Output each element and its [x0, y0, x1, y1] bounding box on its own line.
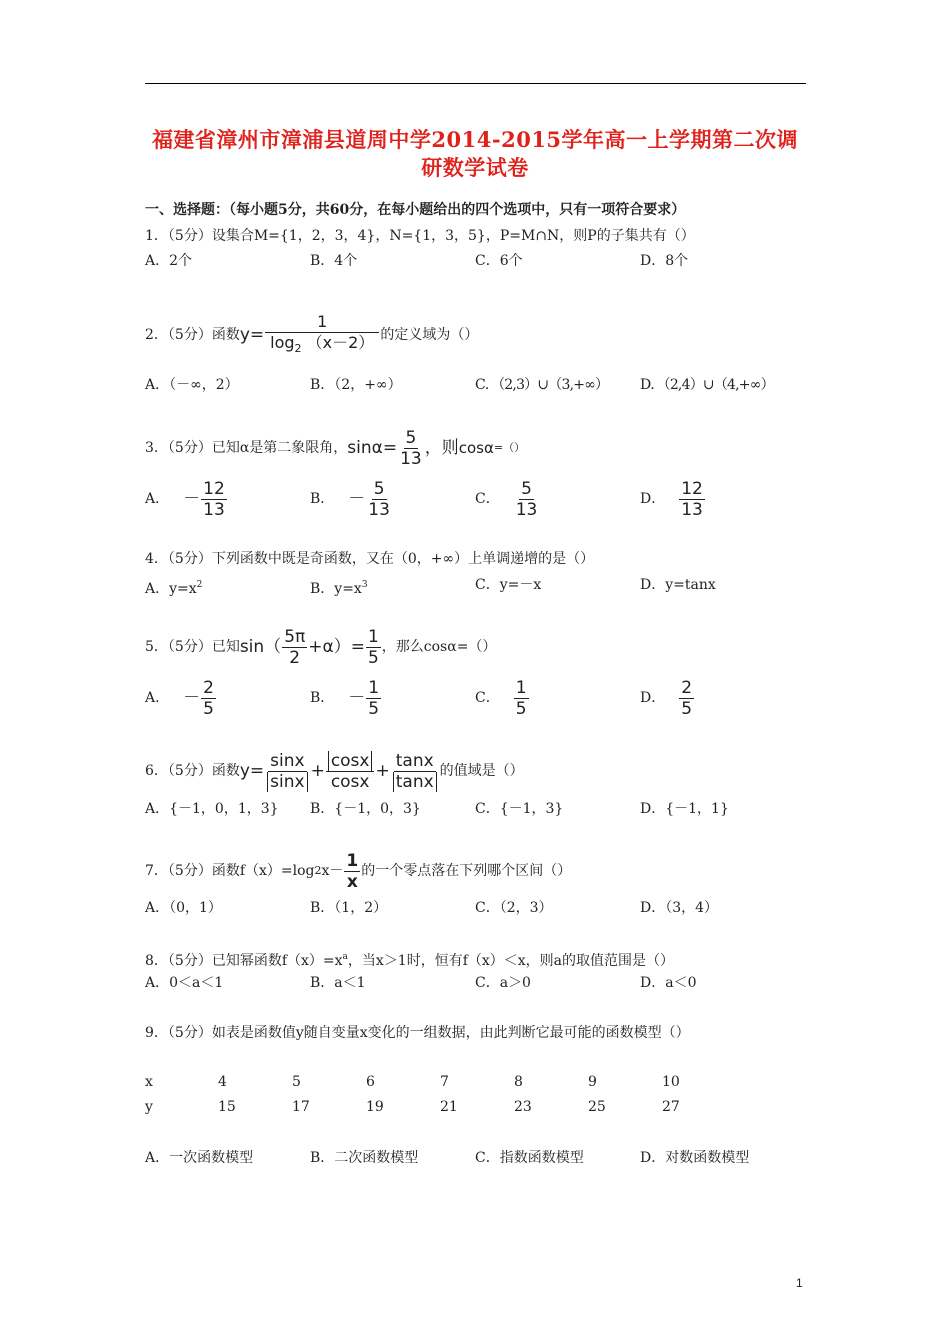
question-5-plus: +α）=	[308, 637, 365, 657]
question-7-option-d: D．（3，4）	[640, 900, 719, 916]
question-3-option-a-den: 13	[203, 499, 225, 520]
question-6-fraction-sin	[265, 751, 309, 792]
question-3-prefix: 3．（5分）已知α是第二象限角，	[145, 440, 348, 456]
question-3-option-b-label: B．	[310, 491, 335, 507]
question-5-option-d	[640, 675, 695, 721]
section-heading: 一、选择题：（每小题5分，共60分，在每小题给出的四个选项中，只有一项符合要求）	[145, 202, 686, 218]
question-2-stem	[145, 310, 478, 360]
question-3-option-c-den: 13	[515, 499, 538, 520]
question-1-option-a: A．2个	[145, 253, 193, 269]
question-1-option-c: C．6个	[475, 253, 523, 269]
question-7-log-base: 2	[314, 864, 322, 877]
table-y-label: y	[145, 1099, 153, 1115]
question-2-option-d: D．（2,4）∪（4,+∞）	[640, 377, 774, 393]
question-6-suffix: 的值域是（）	[439, 763, 524, 779]
question-6-plus-2: +	[375, 761, 390, 781]
question-3-option-d-label: D．	[640, 491, 666, 507]
document-title-line1: 福建省漳州市漳浦县道周中学2014-2015学年高一上学期第二次调	[151, 127, 799, 152]
question-6-cos-den: cosx	[330, 771, 370, 792]
question-6-sin-num: sinx	[270, 750, 305, 771]
question-5-option-d-fraction	[679, 678, 694, 719]
question-3-option-b-fraction	[366, 479, 392, 520]
question-5-value-num: 1	[367, 626, 379, 647]
question-5-sin: sin（	[239, 637, 282, 657]
header-rule	[145, 83, 806, 84]
question-4-option-a-exponent: 2	[196, 580, 203, 590]
question-4-option-b	[310, 576, 368, 598]
question-5-option-a-num: 2	[203, 677, 214, 698]
question-4-stem: 4．（5分）下列函数中既是奇函数，又在（0，+∞）上单调递增的是（）	[145, 551, 595, 567]
table-x-cell: 4	[218, 1074, 227, 1090]
document-title-line2: 研数学试卷	[421, 155, 529, 180]
question-6-fraction-cos	[326, 751, 375, 792]
question-6-cos-num: cosx	[328, 751, 373, 771]
question-3-option-c-label: C．	[475, 491, 500, 507]
question-5-option-a-sign: －	[183, 688, 201, 708]
question-5-option-c-den: 5	[515, 698, 527, 719]
question-2-log-base: 2	[294, 341, 302, 355]
question-5-suffix: ，那么cosα=（）	[381, 639, 497, 655]
question-2-log: log	[270, 332, 295, 352]
question-7-option-b: B．（1，2）	[310, 900, 388, 916]
question-3-suffix: =（）	[493, 441, 526, 454]
question-4-option-a	[145, 576, 202, 598]
table-y-cell: 17	[292, 1099, 310, 1115]
question-5-angle-den: 2	[289, 647, 301, 668]
question-5-option-c-num: 1	[515, 677, 527, 698]
question-5-prefix: 5．（5分）已知	[145, 639, 240, 655]
question-3-numerator: 5	[405, 427, 417, 448]
question-8-option-d: D．a＜0	[640, 975, 697, 991]
question-8-option-c: C．a＞0	[475, 975, 531, 991]
question-5-option-c	[475, 675, 530, 721]
question-2-y: y=	[239, 325, 265, 345]
question-6-option-b: B．{－1，0，3}	[310, 801, 421, 817]
question-5-option-d-label: D．	[640, 690, 666, 706]
table-x-cell: 7	[440, 1074, 449, 1090]
question-8-stem	[145, 948, 674, 970]
question-2-option-c: C．（2,3）∪（3,+∞）	[475, 377, 609, 393]
question-7-option-a: A．（0，1）	[145, 900, 222, 916]
question-5-option-a-den: 5	[203, 698, 214, 719]
question-7-num: 1	[346, 850, 359, 871]
question-8-stem-a: 8．（5分）已知幂函数f（x）=x	[145, 953, 343, 969]
question-5-option-b	[310, 675, 382, 721]
page-number: 1	[796, 1276, 803, 1290]
question-3-option-c-num: 5	[521, 478, 532, 499]
table-y-cell: 19	[366, 1099, 384, 1115]
question-5-angle-num: 5π	[284, 626, 306, 647]
question-2-numerator: 1	[265, 312, 379, 333]
question-4-option-b-exponent: 3	[361, 580, 368, 590]
question-5-option-c-fraction	[514, 678, 529, 719]
question-1-stem: 1．（5分）设集合M={1，2，3，4}，N={1，3，5}，P=M∩N，则P的子集共有（）	[145, 228, 695, 244]
question-9-stem: 9．（5分）如表是函数值y随自变量x变化的一组数据，由此判断它最可能的函数模型（）	[145, 1025, 690, 1041]
question-3-option-a-num: 12	[203, 478, 225, 499]
table-x-cell: 5	[292, 1074, 301, 1090]
question-3-option-c	[475, 476, 540, 522]
table-y-cell: 25	[588, 1099, 606, 1115]
question-8-option-a: A．0＜a＜1	[145, 975, 224, 991]
question-3-sin: sinα=	[347, 438, 398, 458]
table-y-cell: 21	[440, 1099, 458, 1115]
question-5-stem	[145, 624, 496, 670]
table-x-cell: 10	[662, 1074, 680, 1090]
question-2-suffix: 的定义域为（）	[380, 327, 479, 343]
question-7-prefix: 7．（5分）函数f（x）=log	[145, 863, 315, 879]
question-7-fraction	[344, 851, 360, 892]
question-6-sin-den: sinx	[267, 772, 307, 792]
question-3-option-b-sign: －	[348, 489, 366, 509]
question-3-option-b	[310, 476, 393, 522]
question-3-option-b-num: 5	[373, 478, 385, 499]
question-6-option-c: C．{－1，3}	[475, 801, 564, 817]
question-3-denominator: 13	[400, 448, 422, 469]
question-7-stem	[145, 848, 571, 894]
question-4-option-b-text: B．y=x	[310, 581, 362, 597]
question-3-option-a-fraction	[201, 479, 227, 520]
question-1-option-b: B．4个	[310, 253, 358, 269]
question-3-option-a-label: A．	[145, 491, 170, 507]
question-2-option-a: A．（－∞，2）	[145, 377, 239, 393]
question-5-option-d-num: 2	[681, 677, 693, 698]
question-1-option-d: D．8个	[640, 253, 689, 269]
table-x-cell: 6	[366, 1074, 375, 1090]
question-4-option-d: D．y=tanx	[640, 577, 716, 593]
table-x-label: x	[145, 1074, 153, 1090]
question-2-fraction	[265, 312, 379, 359]
table-x-cell: 8	[514, 1074, 523, 1090]
question-3-option-d	[640, 476, 706, 522]
question-6-option-d: D．{－1，1}	[640, 801, 729, 817]
question-6-prefix: 6．（5分）函数	[145, 763, 240, 779]
question-3-option-b-den: 13	[368, 499, 390, 520]
question-5-angle-fraction	[282, 627, 307, 668]
question-4-option-a-text: A．y=x	[145, 581, 197, 597]
question-9-option-c: C．指数函数模型	[475, 1150, 584, 1166]
question-5-option-c-label: C．	[475, 690, 500, 706]
question-9-option-b: B．二次函数模型	[310, 1150, 419, 1166]
question-5-option-a-fraction	[201, 678, 216, 719]
question-8-exponent: a	[342, 952, 348, 962]
question-2-denominator	[268, 333, 376, 359]
question-3-option-d-den: 13	[681, 499, 703, 520]
question-7-option-c: C．（2，3）	[475, 900, 553, 916]
question-5-option-d-den: 5	[681, 698, 693, 719]
question-4-option-c: C．y=－x	[475, 577, 542, 593]
question-2-arg: （x－2）	[306, 332, 375, 352]
question-3-option-d-num: 12	[681, 478, 703, 499]
question-5-value-den: 5	[367, 647, 379, 668]
table-y-cell: 15	[218, 1099, 236, 1115]
question-3-option-c-fraction	[514, 479, 540, 520]
question-7-mid: x－	[321, 863, 344, 879]
question-5-option-b-label: B．	[310, 690, 335, 706]
question-6-stem	[145, 748, 524, 794]
question-3-option-a-sign: －	[183, 489, 201, 509]
question-5-option-a	[145, 675, 217, 721]
question-9-option-d: D．对数函数模型	[640, 1150, 750, 1166]
question-3-fraction	[398, 428, 424, 469]
question-5-option-a-label: A．	[145, 690, 170, 706]
question-8-option-b: B．a＜1	[310, 975, 366, 991]
question-2-option-b: B．（2，+∞）	[310, 377, 402, 393]
question-9-option-a: A．一次函数模型	[145, 1150, 254, 1166]
question-3-stem	[145, 425, 525, 471]
table-y-cell: 23	[514, 1099, 532, 1115]
question-5-value-fraction	[366, 627, 381, 668]
table-y-cell: 27	[662, 1099, 680, 1115]
question-3-option-d-fraction	[679, 479, 705, 520]
table-x-cell: 9	[588, 1074, 597, 1090]
question-7-den: x	[346, 871, 358, 892]
question-2-prefix: 2．（5分）函数	[145, 327, 240, 343]
question-5-option-b-den: 5	[368, 698, 380, 719]
question-6-y: y=	[239, 761, 265, 781]
question-3-cos: cosα	[458, 439, 494, 457]
question-3-then: ，则	[424, 438, 459, 458]
question-6-option-a: A．{－1，0，1，3}	[145, 801, 279, 817]
question-8-stem-b: ，当x＞1时，恒有f（x）＜x，则a的取值范围是（）	[347, 953, 675, 969]
question-6-plus-1: +	[310, 761, 325, 781]
question-5-option-b-num: 1	[368, 677, 380, 698]
question-5-option-b-sign: －	[348, 688, 366, 708]
question-6-fraction-tan	[391, 751, 439, 792]
question-5-option-b-fraction	[366, 678, 381, 719]
question-7-suffix: 的一个零点落在下列哪个区间（）	[361, 863, 572, 879]
question-3-option-a	[145, 476, 228, 522]
question-6-tan-num: tanx	[395, 750, 434, 771]
question-6-tan-den: tanx	[393, 772, 437, 792]
